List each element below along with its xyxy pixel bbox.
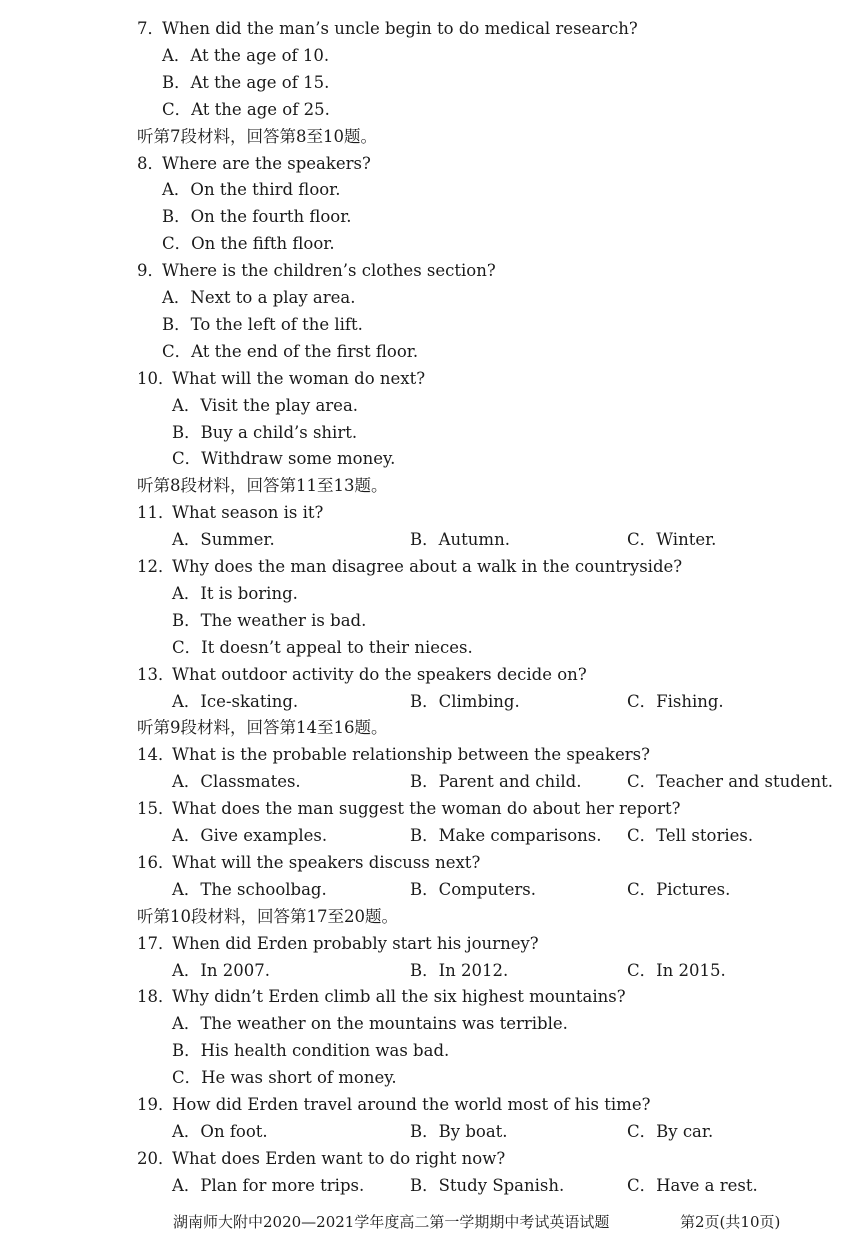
- option-text: B．At the age of 15.: [162, 72, 330, 92]
- option-b: B．Make comparisons.: [410, 826, 602, 845]
- question-stem: How did Erden travel around the world most of his time?: [172, 1095, 651, 1114]
- option-a: A．Ice-skating.: [172, 691, 299, 711]
- question-number: 9．: [137, 261, 164, 281]
- question-stem: Where are the speakers?: [162, 153, 371, 173]
- option-c: C．In 2015.: [627, 960, 726, 980]
- answer-option: [0, 338, 860, 365]
- answer-option: [0, 1037, 860, 1064]
- question-number: 15．: [137, 799, 175, 819]
- question-number: 14．: [137, 745, 175, 765]
- option-text: C．Withdraw some money.: [172, 449, 396, 469]
- question-stem: What season is it?: [172, 503, 324, 523]
- option-text: C．He was short of money.: [172, 1068, 397, 1088]
- option-text: B．On the fourth floor.: [162, 207, 352, 227]
- question-line: [0, 930, 860, 957]
- answer-options-row: [0, 768, 860, 795]
- option-b: B．Computers.: [410, 879, 537, 899]
- option-b: B．Study Spanish.: [410, 1175, 565, 1195]
- option-c: C．Tell stories.: [627, 826, 754, 845]
- section-instruction: [0, 123, 860, 150]
- option-c: C．Teacher and student.: [627, 772, 834, 792]
- footer-exam-title: 湖南师大附中2020—2021学年度高二第一学期期中考试英语试题: [173, 1213, 610, 1231]
- answer-option: [0, 230, 860, 257]
- question-line: [0, 661, 860, 688]
- answer-option: [0, 311, 860, 338]
- option-text: C．It doesn’t appeal to their nieces.: [172, 637, 473, 657]
- question-stem: What does Erden want to do right now?: [172, 1148, 506, 1168]
- answer-options-row: [0, 1118, 860, 1145]
- question-number: 20．: [137, 1148, 175, 1168]
- question-number: 17．: [137, 933, 175, 953]
- question-number: 19．: [137, 1095, 175, 1114]
- option-a: A．On foot.: [172, 1121, 268, 1141]
- option-text: C．On the fifth floor.: [162, 234, 335, 254]
- option-text: C．At the age of 25.: [162, 99, 330, 119]
- question-stem: When did Erden probably start his journey?: [172, 933, 539, 953]
- question-line: [0, 257, 860, 284]
- answer-options-row: [0, 526, 860, 553]
- question-line: [0, 553, 860, 580]
- question-stem: What will the woman do next?: [172, 368, 426, 388]
- option-b: B．In 2012.: [410, 960, 509, 980]
- answer-options-row: [0, 688, 860, 715]
- option-text: B．His health condition was bad.: [172, 1041, 450, 1061]
- option-text: A．Visit the play area.: [172, 395, 359, 415]
- question-stem: What will the speakers discuss next?: [172, 852, 481, 872]
- question-number: 8．: [137, 153, 164, 173]
- question-line: [0, 741, 860, 768]
- answer-option: [0, 607, 860, 634]
- option-b: B．Climbing.: [410, 691, 520, 711]
- answer-option: [0, 1064, 860, 1091]
- footer-page-number: 第2页(共10页): [680, 1213, 781, 1231]
- question-line: [0, 983, 860, 1010]
- option-text: A．Next to a play area.: [162, 288, 356, 307]
- question-line: [0, 499, 860, 526]
- option-c: C．Have a rest.: [627, 1175, 758, 1195]
- page-footer: [0, 1208, 860, 1236]
- section-instruction: [0, 472, 860, 499]
- section-instruction: [0, 903, 860, 930]
- question-line: [0, 1091, 860, 1118]
- question-number: 12．: [137, 557, 175, 576]
- option-text: A．It is boring.: [172, 583, 298, 603]
- section-instruction: [0, 714, 860, 741]
- option-a: A．Give examples.: [172, 826, 328, 845]
- question-stem: Where is the children’s clothes section?: [162, 261, 496, 281]
- option-text: C．At the end of the first floor.: [162, 341, 419, 361]
- section-instruction-text: 听第10段材料，回答第17至20题。: [137, 906, 398, 926]
- question-number: 7．: [137, 19, 164, 38]
- question-stem: Why didn’t Erden climb all the six highest mountains?: [172, 987, 626, 1007]
- option-text: B．The weather is bad.: [172, 610, 367, 630]
- answer-option: [0, 580, 860, 607]
- answer-options-row: [0, 1172, 860, 1199]
- question-stem: What is the probable relationship between the speakers?: [172, 745, 650, 765]
- question-number: 18．: [137, 987, 175, 1007]
- answer-option: [0, 392, 860, 419]
- question-line: [0, 150, 860, 177]
- answer-option: [0, 634, 860, 661]
- option-b: B．Parent and child.: [410, 772, 582, 792]
- option-text: B．To the left of the lift.: [162, 314, 363, 334]
- question-number: 13．: [137, 664, 175, 684]
- option-b: B．Autumn.: [410, 530, 510, 550]
- option-text: A．The weather on the mountains was terrible.: [172, 1014, 568, 1034]
- option-b: B．By boat.: [410, 1121, 508, 1141]
- option-text: A．On the third floor.: [162, 180, 341, 200]
- question-line: [0, 849, 860, 876]
- answer-option: [0, 1010, 860, 1037]
- section-instruction-text: 听第9段材料，回答第14至16题。: [137, 718, 388, 738]
- question-stem: When did the man’s uncle begin to do medical research?: [162, 19, 638, 38]
- option-c: C．Pictures.: [627, 879, 731, 899]
- option-a: A．Classmates.: [172, 772, 301, 792]
- option-a: A．The schoolbag.: [172, 879, 327, 899]
- option-a: A．Summer.: [172, 530, 275, 550]
- section-instruction-text: 听第8段材料，回答第11至13题。: [137, 476, 388, 496]
- option-c: C．Winter.: [627, 530, 717, 550]
- option-a: A．Plan for more trips.: [172, 1175, 365, 1195]
- question-stem: What does the man suggest the woman do about her report?: [172, 799, 681, 819]
- answer-option: [0, 176, 860, 203]
- section-instruction-text: 听第7段材料，回答第8至10题。: [137, 126, 377, 146]
- question-stem: Why does the man disagree about a walk in the countryside?: [172, 557, 683, 576]
- answer-option: [0, 42, 860, 69]
- question-line: [0, 365, 860, 392]
- answer-options-row: [0, 957, 860, 984]
- answer-options-row: [0, 822, 860, 849]
- question-number: 11．: [137, 503, 175, 523]
- option-c: C．Fishing.: [627, 691, 724, 711]
- answer-option: [0, 69, 860, 96]
- question-line: [0, 795, 860, 822]
- answer-option: [0, 284, 860, 311]
- question-line: [0, 15, 860, 42]
- option-c: C．By car.: [627, 1121, 714, 1141]
- question-number: 10．: [137, 368, 175, 388]
- question-number: 16．: [137, 852, 175, 872]
- option-a: A．In 2007.: [172, 960, 271, 980]
- answer-option: [0, 445, 860, 472]
- question-stem: What outdoor activity do the speakers decide on?: [172, 664, 587, 684]
- option-text: B．Buy a child’s shirt.: [172, 422, 358, 442]
- answer-option: [0, 419, 860, 446]
- option-text: A．At the age of 10.: [162, 45, 330, 65]
- question-line: [0, 1145, 860, 1172]
- answer-options-row: [0, 876, 860, 903]
- answer-option: [0, 96, 860, 123]
- answer-option: [0, 203, 860, 230]
